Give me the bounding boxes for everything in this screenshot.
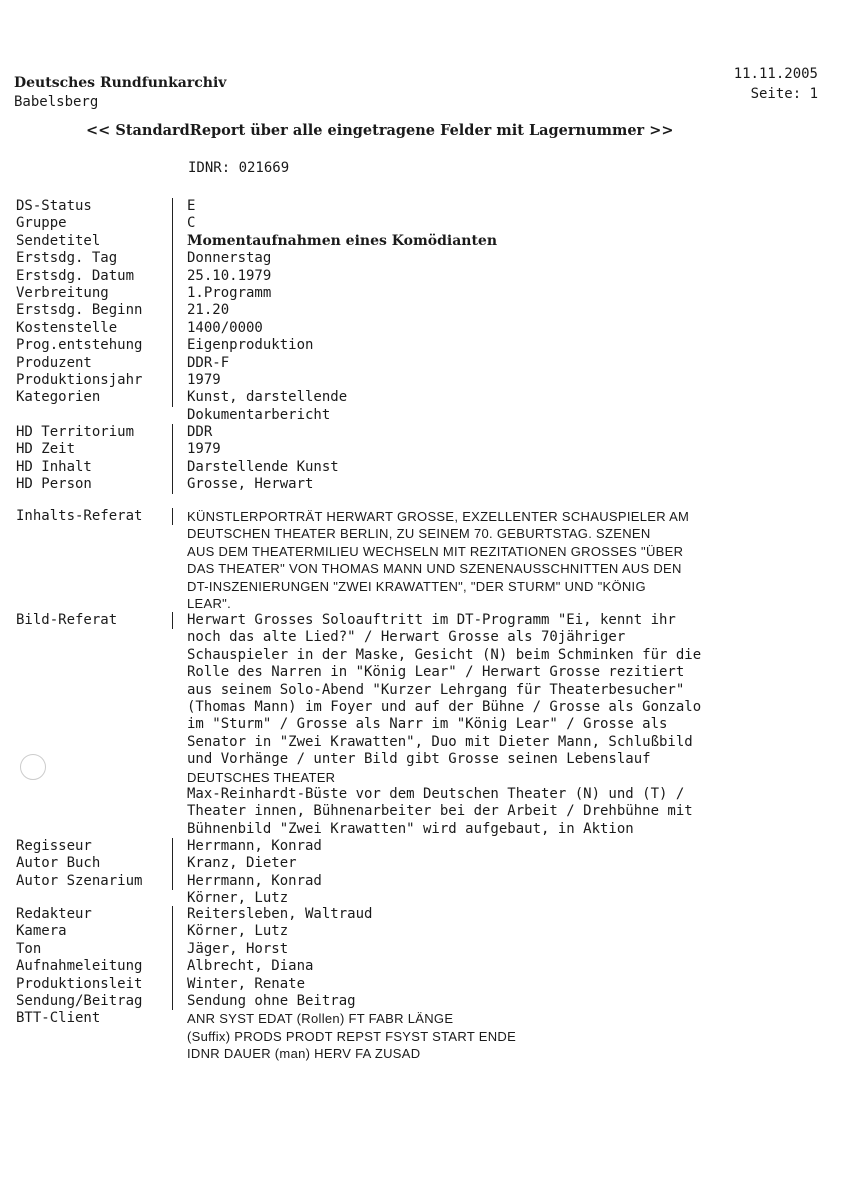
field-row <box>16 612 836 629</box>
field-label: Autor Szenarium <box>16 872 143 889</box>
field-value: Bühnenbild "Zwei Krawatten" wird aufgebaut, in Aktion <box>187 820 634 837</box>
field-label: Verbreitung <box>16 285 109 302</box>
punch-hole-mark <box>20 754 46 780</box>
field-row <box>16 441 836 458</box>
field-label <box>16 407 172 424</box>
field-row <box>16 716 836 733</box>
field-label <box>16 1045 172 1062</box>
field-row <box>16 337 836 354</box>
field-label: Kategorien <box>16 389 101 406</box>
field-label: DS-Status <box>16 198 92 214</box>
field-row <box>16 993 836 1010</box>
field-value: C <box>172 215 836 232</box>
field-row <box>16 976 836 993</box>
field-value: 1400/0000 <box>172 320 836 337</box>
field-row <box>16 233 836 250</box>
field-value: Herwart Grosses Soloauftritt im DT-Programm "Ei, kennt ihr <box>172 612 836 629</box>
field-value: Reitersleben, Waltraud <box>172 906 836 923</box>
field-value: Senator in "Zwei Krawatten", Duo mit Dieter Mann, Schlußbild <box>187 733 693 750</box>
field-row <box>16 215 836 232</box>
field-row <box>16 906 836 923</box>
field-value: aus seinem Solo-Abend "Kurzer Lehrgang für Theaterbesucher" <box>187 681 685 698</box>
field-value: KÜNSTLERPORTRÄT HERWART GROSSE, EXZELLENTER SCHAUSPIELER AM <box>172 508 836 525</box>
field-value: Kunst, darstellende <box>172 389 836 406</box>
field-value: (Suffix) PRODS PRODT REPST FSYST START ENDE <box>187 1028 517 1044</box>
field-row <box>16 424 836 441</box>
field-label: BTT-Client <box>16 1010 101 1027</box>
field-value: 1979 <box>172 441 836 458</box>
field-value: DAS THEATER" VON THOMAS MANN UND SZENENAUSSCHNITTEN AUS DEN <box>187 561 682 577</box>
idnr-value: IDNR: 021669 <box>188 160 290 176</box>
field-label: Erstsdg. Beginn <box>16 302 143 319</box>
field-row <box>16 595 836 612</box>
field-row <box>16 803 836 820</box>
report-title: << StandardReport über alle eingetragene Felder mit Lagernummer >> <box>86 122 674 139</box>
inhalts-referat-section <box>16 508 836 612</box>
field-value: ANR SYST EDAT (Rollen) FT FABR LÄNGE <box>187 1011 454 1027</box>
field-value: Körner, Lutz <box>187 890 289 907</box>
field-value: LEAR". <box>187 596 231 612</box>
field-value: Winter, Renate <box>172 976 836 993</box>
field-label: Inhalts-Referat <box>16 508 143 524</box>
field-row <box>16 647 836 664</box>
field-value: Herrmann, Konrad <box>172 873 836 890</box>
field-value: noch das alte Lied?" / Herwart Grosse als 70jähriger <box>187 629 626 646</box>
field-label: Regisseur <box>16 838 92 854</box>
field-row <box>16 389 836 406</box>
credits-section <box>16 838 836 908</box>
field-value: 25.10.1979 <box>172 268 836 285</box>
field-value: IDNR DAUER (man) HERV FA ZUSAD <box>187 1046 421 1062</box>
field-value: Donnerstag <box>172 250 836 267</box>
field-value: Körner, Lutz <box>172 923 836 940</box>
field-row <box>16 734 836 751</box>
field-row <box>16 751 836 768</box>
field-value: (Thomas Mann) im Foyer und auf der Bühne / Grosse als Gonzalo <box>187 699 702 716</box>
field-value: 1979 <box>172 372 836 389</box>
field-label: HD Zeit <box>16 441 76 458</box>
field-value: Eigenproduktion <box>172 337 836 354</box>
field-label: Bild-Referat <box>16 612 118 628</box>
field-row <box>16 941 836 958</box>
field-row <box>16 560 836 577</box>
field-label: Produktionsjahr <box>16 372 143 389</box>
field-label: Produktionsleit <box>16 975 143 992</box>
crew-section <box>16 906 836 1063</box>
field-value: DEUTSCHES THEATER <box>187 769 336 785</box>
field-value: Rolle des Narren in "König Lear" / Herwart Grosse rezitiert <box>187 664 685 681</box>
field-value: Grosse, Herwart <box>172 476 836 493</box>
field-value: DT-INSZENIERUNGEN "ZWEI KRAWATTEN", "DER STURM" UND "KÖNIG <box>187 578 646 594</box>
field-label: Erstsdg. Tag <box>16 250 118 267</box>
field-label <box>16 890 172 907</box>
field-label: Redakteur <box>16 906 92 922</box>
field-label: Autor Buch <box>16 855 101 872</box>
field-row <box>16 459 836 476</box>
field-row <box>16 198 836 215</box>
field-row <box>16 578 836 595</box>
field-label: HD Person <box>16 476 92 493</box>
field-value: Albrecht, Diana <box>172 958 836 975</box>
field-row <box>16 958 836 975</box>
field-value: Herrmann, Konrad <box>172 838 836 855</box>
field-value: Dokumentarbericht <box>187 406 331 423</box>
field-row <box>16 543 836 560</box>
field-row <box>16 320 836 337</box>
hd-section <box>16 424 836 494</box>
field-row <box>16 923 836 940</box>
field-row <box>16 664 836 681</box>
field-value: DDR-F <box>172 355 836 372</box>
field-label: Kostenstelle <box>16 319 118 336</box>
field-row <box>16 769 836 786</box>
field-value: 1.Programm <box>172 285 836 302</box>
field-label: Prog.entstehung <box>16 337 143 354</box>
field-value: Kranz, Dieter <box>172 855 836 872</box>
field-row <box>16 786 836 803</box>
field-row <box>16 1010 836 1027</box>
field-label: Ton <box>16 940 42 957</box>
page-number: Seite: 1 <box>750 86 818 102</box>
field-row <box>16 508 836 525</box>
field-row <box>16 838 836 855</box>
field-row <box>16 268 836 285</box>
field-label: Kamera <box>16 923 67 940</box>
field-value: AUS DEM THEATERMILIEU WECHSELN MIT REZITATIONEN GROSSES "ÜBER <box>187 543 684 559</box>
field-value: und Vorhänge / unter Bild gibt Grosse seinen Lebenslauf <box>187 751 651 768</box>
field-row <box>16 890 836 907</box>
report-date: 11.11.2005 <box>733 66 818 82</box>
field-row <box>16 302 836 319</box>
field-row <box>16 855 836 872</box>
field-row <box>16 285 836 302</box>
organization-location: Babelsberg <box>14 94 99 110</box>
field-row <box>16 682 836 699</box>
field-label: Sendetitel <box>16 232 101 249</box>
field-value: Schauspieler in der Maske, Gesicht (N) beim Schminken für die <box>187 646 702 663</box>
field-value: Jäger, Horst <box>172 941 836 958</box>
field-label: Gruppe <box>16 215 67 232</box>
field-label: Produzent <box>16 354 92 371</box>
field-row <box>16 821 836 838</box>
field-value: Max-Reinhardt-Büste vor dem Deutschen Theater (N) und (T) / <box>187 786 685 803</box>
field-label: Sendung/Beitrag <box>16 993 143 1010</box>
field-label: HD Territorium <box>16 424 135 440</box>
field-label: HD Inhalt <box>16 458 92 475</box>
field-value: E <box>172 198 836 215</box>
organization-name: Deutsches Rundfunkarchiv <box>14 75 227 91</box>
field-row <box>16 873 836 890</box>
field-row <box>16 355 836 372</box>
bild-referat-section <box>16 612 836 838</box>
field-row <box>16 525 836 542</box>
field-value: 21.20 <box>172 302 836 319</box>
field-row <box>16 1045 836 1062</box>
field-label: Erstsdg. Datum <box>16 267 135 284</box>
field-value: DEUTSCHEN THEATER BERLIN, ZU SEINEM 70. GEBURTSTAG. SZENEN <box>187 526 651 542</box>
field-row <box>16 407 836 424</box>
field-value: Sendung ohne Beitrag <box>172 993 836 1010</box>
field-row <box>16 372 836 389</box>
field-row <box>16 476 836 493</box>
field-label <box>16 1028 172 1045</box>
field-row <box>16 1028 836 1045</box>
field-value: Darstellende Kunst <box>172 459 836 476</box>
field-row <box>16 250 836 267</box>
meta-section <box>16 198 836 424</box>
field-value: DDR <box>172 424 836 441</box>
field-value: im "Sturm" / Grosse als Narr im "König Lear" / Grosse als <box>187 716 668 733</box>
field-value: Theater innen, Bühnenarbeiter bei der Arbeit / Drehbühne mit <box>187 803 693 820</box>
field-label: Aufnahmeleitung <box>16 958 143 975</box>
field-row <box>16 699 836 716</box>
broadcast-title: Momentaufnahmen eines Komödianten <box>172 233 836 250</box>
field-row <box>16 629 836 646</box>
